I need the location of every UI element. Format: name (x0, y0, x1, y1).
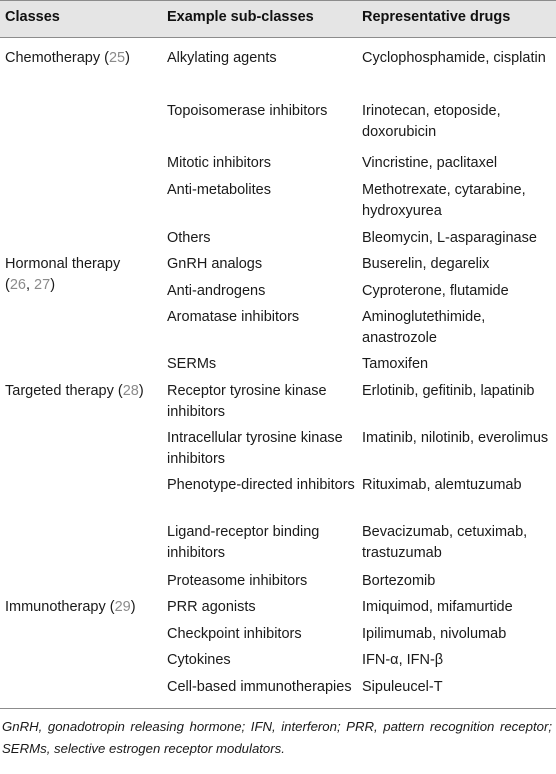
class-name: Hormonal therapy (5, 256, 121, 272)
subclass-cell: Mitotic inhibitors (167, 155, 271, 171)
class-name: Immunotherapy ( (5, 599, 115, 615)
class-paren-close: ) (125, 50, 130, 66)
class-reference-separator: , (25, 277, 35, 293)
subclass-cell: Intracellular tyrosine kinase inhibitors (167, 430, 343, 467)
drugs-cell: Vincristine, paclitaxel (362, 155, 498, 171)
class-name: Chemotherapy ( (5, 50, 109, 66)
subclass-cell: GnRH analogs (167, 256, 263, 272)
drugs-cell: Bleomycin, L-asparaginase (362, 230, 537, 246)
subclass-cell: Receptor tyrosine kinase inhibitors (167, 383, 327, 420)
class-paren-close: ) (50, 277, 56, 293)
class-cell (5, 597, 160, 618)
drugs-cell: Irinotecan, etoposide, doxorubicin (362, 103, 501, 140)
class-reference: 29 (114, 599, 131, 615)
class-cell (5, 254, 160, 296)
class-cell (5, 381, 160, 402)
subclass-cell: Cytokines (167, 652, 231, 668)
table-bottom-rule (0, 708, 556, 709)
class-paren-close: ) (138, 383, 144, 399)
drugs-cell: Cyproterone, flutamide (362, 283, 509, 299)
drugs-cell: Bortezomib (362, 573, 436, 589)
table-header (0, 0, 556, 38)
class-cell (5, 48, 160, 69)
header-subclasses: Example sub-classes (167, 9, 314, 25)
class-paren-close: ) (130, 599, 136, 615)
class-paren-open: ( (5, 277, 10, 293)
subclass-cell: Alkylating agents (167, 50, 277, 66)
drugs-cell: Imatinib, nilotinib, everolimus (362, 430, 549, 446)
drugs-cell: Aminoglutethimide, anastrozole (362, 309, 486, 346)
subclass-cell: Aromatase inhibitors (167, 309, 300, 325)
subclass-cell: Anti-androgens (167, 283, 266, 299)
subclass-cell: Others (167, 230, 211, 246)
drugs-cell: Tamoxifen (362, 356, 429, 372)
subclass-cell: Proteasome inhibitors (167, 573, 308, 589)
drugs-cell: Buserelin, degarelix (362, 256, 490, 272)
class-reference: 25 (108, 50, 126, 66)
class-reference: 26 (9, 277, 26, 293)
subclass-cell: Checkpoint inhibitors (167, 626, 302, 642)
header-drugs: Representative drugs (362, 9, 511, 25)
drugs-cell: Cyclophosphamide, cisplatin (362, 50, 546, 66)
drugs-cell: Ipilimumab, nivolumab (362, 626, 507, 642)
subclass-cell: PRR agonists (167, 599, 256, 615)
table-footnote: GnRH, gonadotropin releasing hormone; IFN, interferon; PRR, pattern recognition receptor; SERMs, selective estrogen receptor modulators. (2, 719, 552, 756)
subclass-cell: Anti-metabolites (167, 182, 271, 198)
subclass-cell: Phenotype-directed inhibitors (167, 477, 355, 493)
drugs-cell: Erlotinib, gefitinib, lapatinib (362, 383, 535, 399)
drugs-cell: Rituximab, alemtuzumab (362, 477, 522, 493)
drugs-cell: Sipuleucel-T (362, 679, 443, 695)
class-reference: 28 (122, 383, 139, 399)
header-classes: Classes (5, 9, 60, 25)
class-name: Targeted therapy ( (5, 383, 123, 399)
drugs-cell: Methotrexate, cytarabine, hydroxyurea (362, 182, 526, 219)
drugs-cell: Bevacizumab, cetuximab, trastuzumab (362, 524, 528, 561)
subclass-cell: Cell-based immunotherapies (167, 679, 352, 695)
subclass-cell: Topoisomerase inhibitors (167, 103, 328, 119)
subclass-cell: SERMs (167, 356, 217, 372)
drugs-cell: Imiquimod, mifamurtide (362, 599, 513, 615)
class-reference: 27 (34, 277, 51, 293)
drugs-cell: IFN-α, IFN-β (362, 652, 444, 668)
subclass-cell: Ligand-receptor binding inhibitors (167, 524, 320, 561)
